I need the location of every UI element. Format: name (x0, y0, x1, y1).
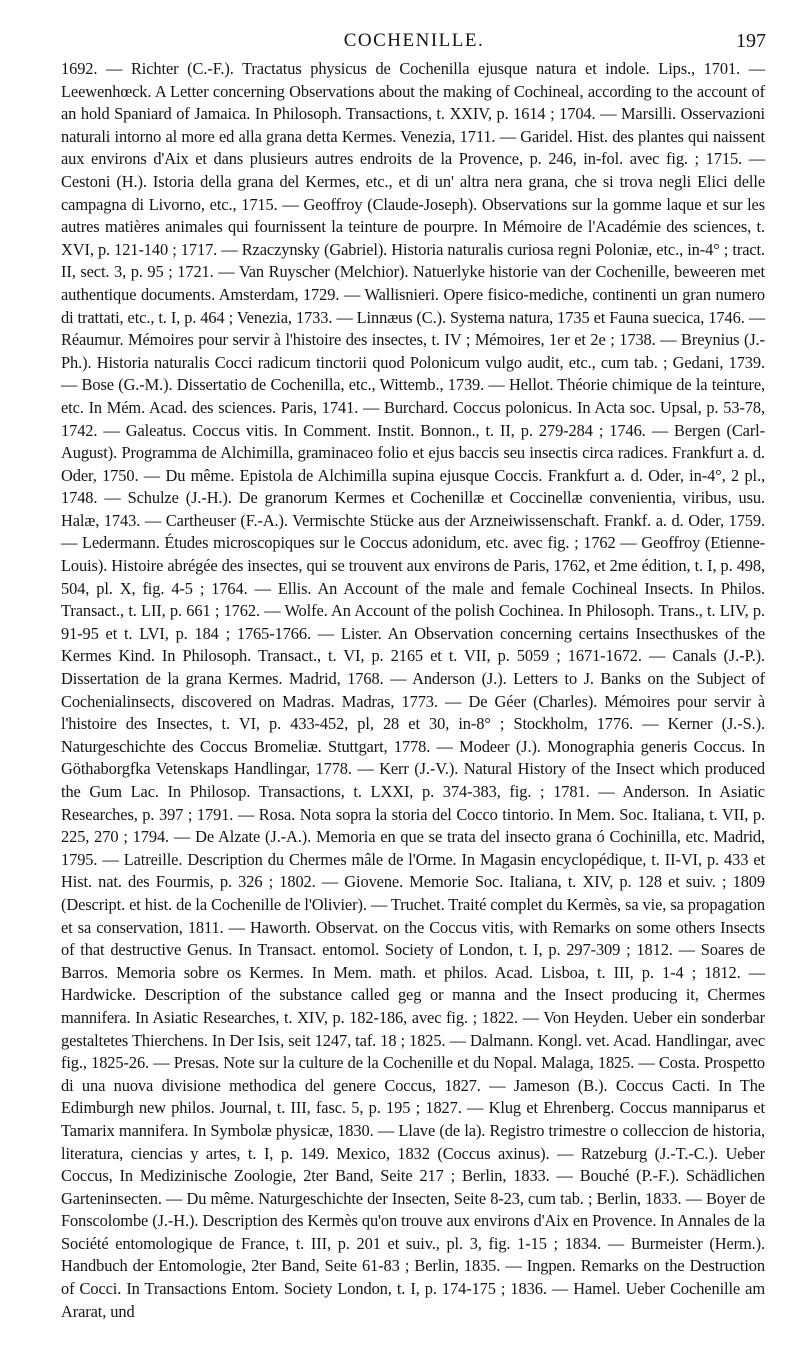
page-number: 197 (736, 30, 766, 52)
running-head: COCHENILLE. (343, 30, 485, 51)
page-header (62, 12, 766, 52)
bibliography-text (61, 58, 765, 1323)
bibliography-paragraph: 1692. — Richter (C.-F.). Tractatus physicus de Cochenilla ejusque natura et indole. Lips., 1701. — Leewenhœck. A Letter concerning Observations about the making of Cochineal, according to the account of an hold Spaniard of Jamaica. In Philosoph. Transactions, t. XXIV, p. 1614 ; 1704. — Marsilli. Osservazioni naturali intorno al more ed alla grana detta Kermes. Venezia, 1711. — Garidel. Hist. des plantes qui naissent aux environs d'Aix et dans plusieurs autres endroits de la Provence, p. 246, in-fol. avec fig. ; 1715. — Cestoni (H.). Istoria della grana del Kermes, etc., et di un' altra nera grana, che si trova negli Elici delle campagna di Livorno, etc., 1715. — Geoffroy (Claude-Joseph). Observations sur la gomme laque et sur les autres matières animales qui fournissent la teinture de pourpre. In Mémoire de l'Académie des sciences, t. XVI, p. 121-140 ; 1717. — Rzaczynsky (Gabriel). Historia naturalis curiosa regni Poloniæ, etc., in-4° ; tract. II, sect. 3, p. 95 ; 1721. — Van Ruyscher (Melchior). Natuerlyke historie van der Cochenille, beweeren met authentique documents. Amsterdam, 1729. — Wallisnieri. Opere fisico-mediche, continenti un gran numero di trattati, etc., t. I, p. 464 ; Venezia, 1733. — Linnæus (C.). Systema natura, 1735 et Fauna suecica, 1746. — Réaumur. Mémoires pour servir à l'histoire des insectes, t. IV ; Mémoires, 1er et 2e ; 1738. — Breynius (J.-Ph.). Historia naturalis Cocci radicum tinctorii quod Polonicum vulgo audit, etc., cum tab. ; Gedani, 1739. — Bose (G.-M.). Dissertatio de Cochenilla, etc., Wittemb., 1739. — Hellot. Théorie chimique de la teinture, etc. In Mém. Acad. des sciences. Paris, 1741. — Burchard. Coccus polonicus. In Acta soc. Upsal, p. 53-78, 1742. — Galeatus. Coccus vitis. In Comment. Instit. Bonnon., t. II, p. 279-284 ; 1746. — Bergen (Carl-August). Programma de Alchimilla, graminaceo folio et ejus baccis seu insectis circa radices. Frankfurt a. d. Oder, 1750. — Du même. Epistola de Alchimilla supina ejusque Coccis. Frankfurt a. d. Oder, in-4°, 2 pl., 1748. — Schulze (J.-H.). De granorum Kermes et Cochenillæ et Coccinellæ convenientia, viribus, usu. Halæ, 1743. — Cartheuser (F.-A.). Vermischte Stücke aus der Arzneiwissenschaft. Frankf. a. d. Oder, 1759. — Ledermann. Études microscopiques sur le Coccus adonidum, etc. avec fig. ; 1762 — Geoffroy (Etienne-Louis). Histoire abrégée des insectes, qui se trouvent aux environs de Paris, 1762, et 2me édition, t. I, p. 498, 504, pl. X, fig. 4-5 ; 1764. — Ellis. An Account of the male and female Cochineal Insects. In Philos. Transact., t. LII, p. 661 ; 1762. — Wolfe. An Account of the polish Cochinea. In Philosoph. Trans., t. LIV, p. 91-95 et t. LVI, p. 184 ; 1765-1766. — Lister. An Observation concerning certains Insecthuskes of the Kermes Kind. In Philosoph. Transact., t. VI, p. 2165 et t. VII, p. 5059 ; 1671-1672. — Canals (J.-P.). Dissertation de la grana Kermes. Madrid, 1768. — Anderson (J.). Letters to J. Banks on the Subject of Cochenialinsects, discovered on Madras. Madras, 1773. — De Géer (Charles). Mémoires pour servir à l'histoire des Insectes, t. VI, p. 433-452, pl, 28 et 30, in-8° ; Stockholm, 1776. — Kerner (J.-S.). Naturgeschichte des Coccus Bromeliæ. Stuttgart, 1778. — Modeer (J.). Monographia generis Coccus. In Göthaborgfka Vetenskaps Handlingar, 1778. — Kerr (J.-V.). Natural History of the Insect which produced the Gum Lac. In Philosop. Transactions, t. LXXI, p. 374-383, fig. ; 1781. — Anderson. In Asiatic Researches, p. 397 ; 1791. — Rosa. Nota sopra la storia del Cocco tintorio. In Mem. Soc. Italiana, t. VII, p. 225, 270 ; 1794. — De Alzate (J.-A.). Memoria en que se trata del insecto grana ó Cochinilla, etc. Madrid, 1795. — Latreille. Description du Chermes mâle de l'Orme. In Magasin encyclopédique, t. II-VI, p. 433 et Hist. nat. des Fourmis, p. 326 ; 1802. — Giovene. Memorie Soc. Italiana, t. XIV, p. 128 et suiv. ; 1809 (Descript. et hist. de la Cochenille de l'Olivier). — Truchet. Traité complet du Kermès, sa vie, sa propagation et sa conservation, 1811. — Haworth. Observat. on the Coccus vitis, with Remarks on some others Insects of that destructive Genus. In Transact. entomol. Society of London, t. I, p. 297-309 ; 1812. — Soares de Barros. Memoria sobre os Kermes. In Mem. math. et philos. Acad. Lisboa, t. III, p. 1-4 ; 1812. — Hardwicke. Description of the substance called geg or manna and the Insect producing it, Chermes mannifera. In Asiatic Researches, t. XIV, p. 182-186, avec fig. ; 1822. — Von Heyden. Ueber ein sonderbar gestaltetes Thierchens. In Der Isis, seit 1247, taf. 18 ; 1825. — Dalmann. Kongl. vet. Acad. Handlingar, avec fig., 1825-26. — Presas. Note sur la culture de la Cochenille et du Nopal. Malaga, 1825. — Costa. Prospetto di una nuova divisione methodica del genere Coccus, 1827. — Jameson (B.). Coccus Cacti. In The Edimburgh new philos. Journal, t. III, fasc. 5, p. 195 ; 1827. — Klug et Ehrenberg. Coccus manniparus et Tamarix mannifera. In Symbolæ physicæ, 1830. — Llave (de la). Registro trimestre o colleccion de historia, literatura, ciencias y artes, t. I, p. 149. Mexico, 1832 (Coccus axinus). — Ratzeburg (J.-T.-C.). Ueber Coccus, In Medizinische Zoologie, 2ter Band, Seite 217 ; Berlin, 1833. — Bouché (P.-F.). Schädlichen Garteninsecten. — Du même. Naturgeschichte der Insecten, Seite 8-23, cum tab. ; Berlin, 1833. — Boyer de Fonscolombe (J.-H.). Description des Kermès qu'on trouve aux environs d'Aix en Provence. In Annales de la Société entomologique de France, t. III, p. 201 et suiv., pl. 3, fig. 1-15 ; 1834. — Burmeister (Herm.). Handbuch der Entomologie, 2ter Band, Seite 61-83 ; Berlin, 1835. — Ingpen. Remarks on the Destruction of Cocci. In Transactions Entom. Society London, t. I, p. 174-175 ; 1836. — Hamel. Ueber Cochenille am Ararat, und (61, 59, 765, 1321)
